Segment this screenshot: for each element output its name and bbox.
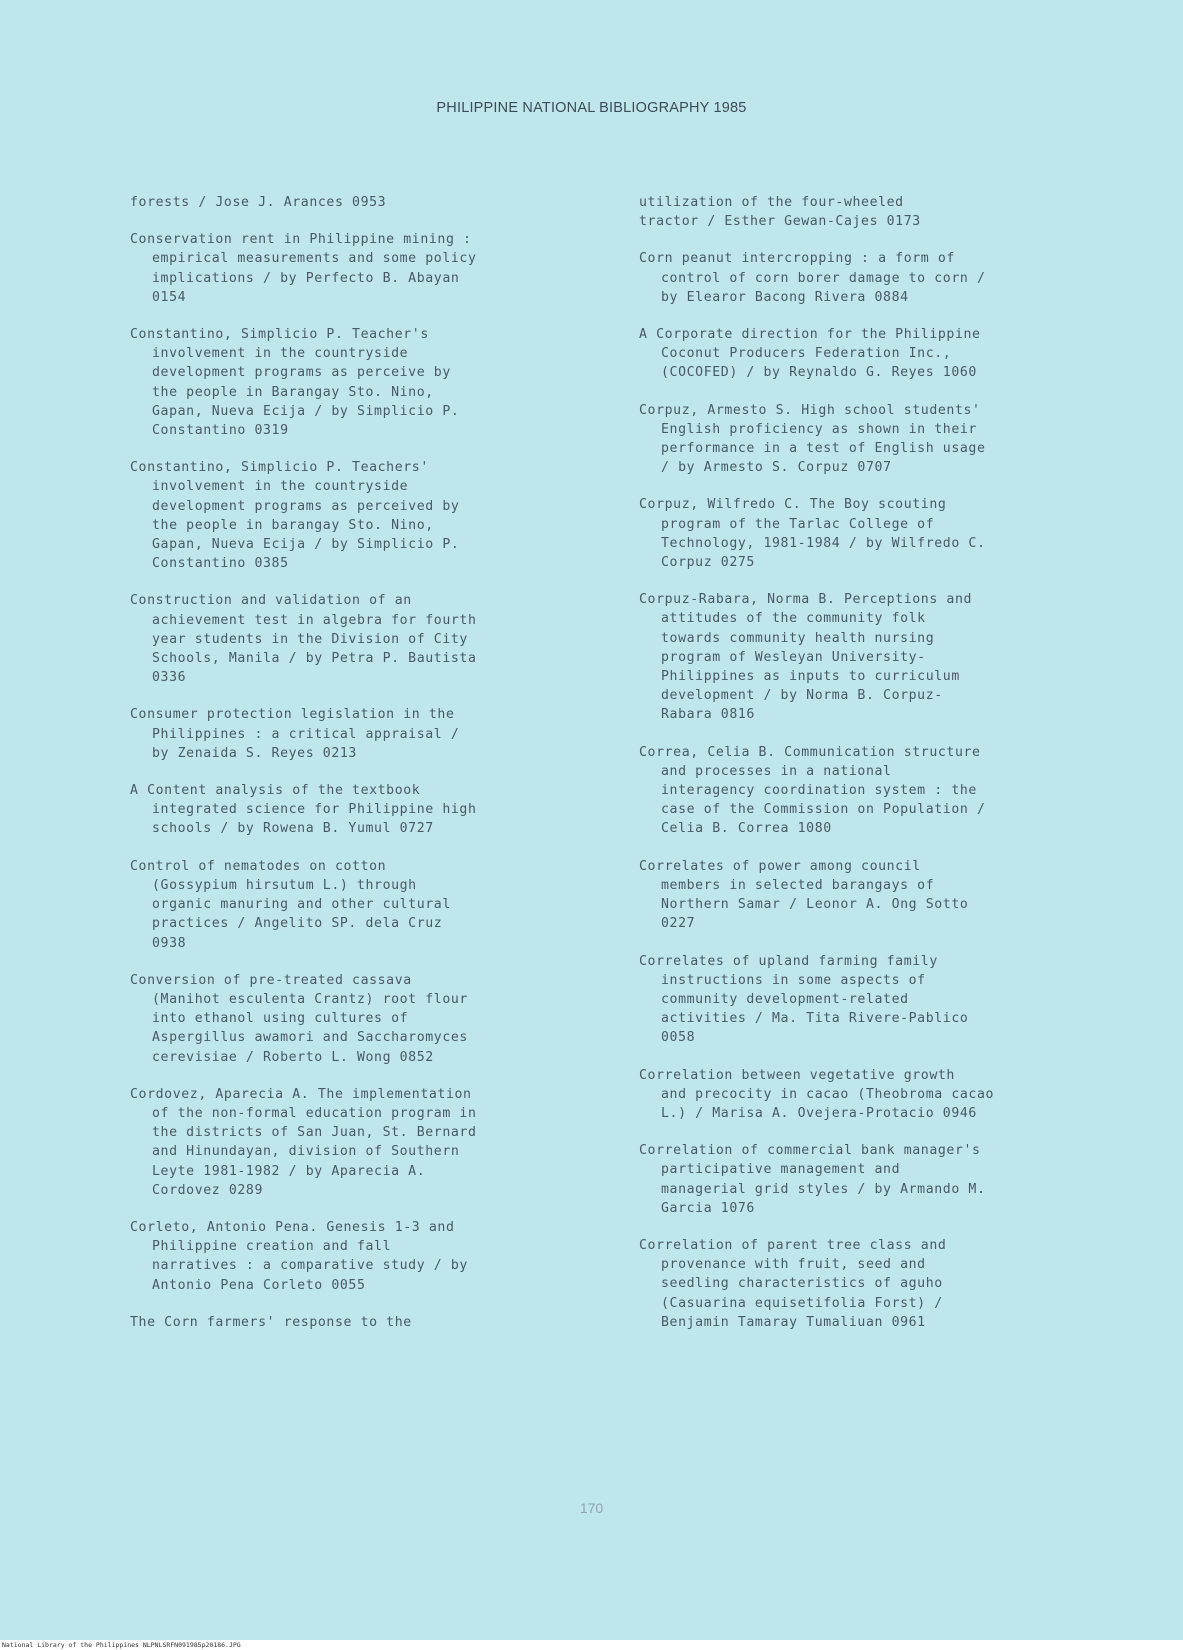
bibliography-entry: Control of nematodes on cotton (Gossypium hirsutum L.) through organic manuring and other cultural practices / Angelito SP. dela Cruz 0938 [130, 858, 451, 951]
bibliography-entry: Constantino, Simplicio P. Teachers' involvement in the countryside development programs as perceived by the people in barangay Sto. Nino, Gapan, Nueva Ecija / by Simplicio P. Constantino 0385 [130, 460, 460, 572]
bibliography-entry: Corpuz, Wilfredo C. The Boy scouting program of the Tarlac College of Technology, 1981-1984 / by Wilfredo C. Corpuz 0275 [639, 497, 986, 571]
right-column [639, 193, 1099, 1350]
bibliography-entry: Consumer protection legislation in the Philippines : a critical appraisal / by Zenaida S. Reyes 0213 [130, 707, 460, 761]
bibliography-entry: Corpuz-Rabara, Norma B. Perceptions and attitudes of the community folk towards community health nursing program of Wesleyan University- Philippines as inputs to curriculum development / by Norma B. Corpuz- Rabara 0816 [639, 592, 973, 723]
page-header: PHILIPPINE NATIONAL BIBLIOGRAPHY 1985 [436, 100, 747, 116]
bibliography-entry: A Content analysis of the textbook integrated science for Philippine high schools / by Rowena B. Yumul 0727 [130, 783, 477, 837]
bibliography-entry: Correlates of power among council members in selected barangays of Northern Samar / Leonor A. Ong Sotto 0227 [639, 858, 969, 932]
bibliography-entry: A Corporate direction for the Philippine Coconut Producers Federation Inc., (COCOFED) / by Reynaldo G. Reyes 1060 [639, 327, 981, 381]
bibliography-entry: Constantino, Simplicio P. Teacher's involvement in the countryside development programs as perceive by the people in Barangay Sto. Nino, Gapan, Nueva Ecija / by Simplicio P. Constantino 0319 [130, 327, 460, 439]
bibliography-entry: utilization of the four-wheeled tractor / Esther Gewan-Cajes 0173 [639, 195, 921, 230]
scan-note: National Library of the Philippines NLPNLSRFN091985p20186.JPG [2, 1641, 241, 1649]
left-column [130, 193, 600, 1350]
bibliography-entry: Correlation of commercial bank manager's participative management and managerial grid styles / by Armando M. Garcia 1076 [639, 1143, 986, 1216]
bibliography-entry: Correlation between vegetative growth and precocity in cacao (Theobroma cacao L.) / Marisa A. Ovejera-Protacio 0946 [639, 1067, 995, 1121]
bibliography-entry: Corleto, Antonio Pena. Genesis 1-3 and Philippine creation and fall narratives : a comparative study / by Antonio Pena Corleto 0055 [130, 1219, 468, 1293]
bibliography-entry: Corn peanut intercropping : a form of control of corn borer damage to corn / by Elearor Bacong Rivera 0884 [639, 251, 986, 305]
bibliography-entry: forests / Jose J. Arances 0953 [130, 195, 387, 210]
page-number: 170 [579, 1500, 604, 1516]
bibliography-entry: Cordovez, Aparecia A. The implementation of the non-formal education program in the districts of San Juan, St. Bernard and Hinundayan, division of Southern Leyte 1981-1982 / by Aparecia A. Cordovez 0289 [130, 1086, 477, 1198]
bibliography-entry: The Corn farmers' response to the [130, 1314, 412, 1330]
bibliography-entry: Conversion of pre-treated cassava (Manihot esculenta Crantz) root flour into ethanol using cultures of Aspergillus awamori and Saccharomyces cerevisiae / Roberto L. Wong 0852 [130, 972, 468, 1065]
bibliography-entry: Conservation rent in Philippine mining : empirical measurements and some policy implications / by Perfecto B. Abayan 0154 [130, 232, 477, 305]
footer-strip [0, 1640, 1183, 1650]
bibliography-entry: Correlates of upland farming family instructions in some aspects of community development-related activities / Ma. Tita Rivere-Pablico 0058 [639, 953, 969, 1046]
bibliography-entry: Construction and validation of an achievement test in algebra for fourth year students in the Division of City Schools, Manila / by Petra P. Bautista 0336 [130, 593, 477, 686]
bibliography-entry: Corpuz, Armesto S. High school students' English proficiency as shown in their performance in a test of English usage / by Armesto S. Corpuz 0707 [639, 402, 986, 476]
bibliography-entry: Correlation of parent tree class and provenance with fruit, seed and seedling characteristics of aguho (Casuarina equisetifolia Forst) / Benjamin Tamaray Tumaliuan 0961 [639, 1237, 947, 1330]
bibliography-entry: Correa, Celia B. Communication structure and processes in a national interagency coordination system : the case of the Commission on Population / Celia B. Correa 1080 [639, 744, 986, 837]
